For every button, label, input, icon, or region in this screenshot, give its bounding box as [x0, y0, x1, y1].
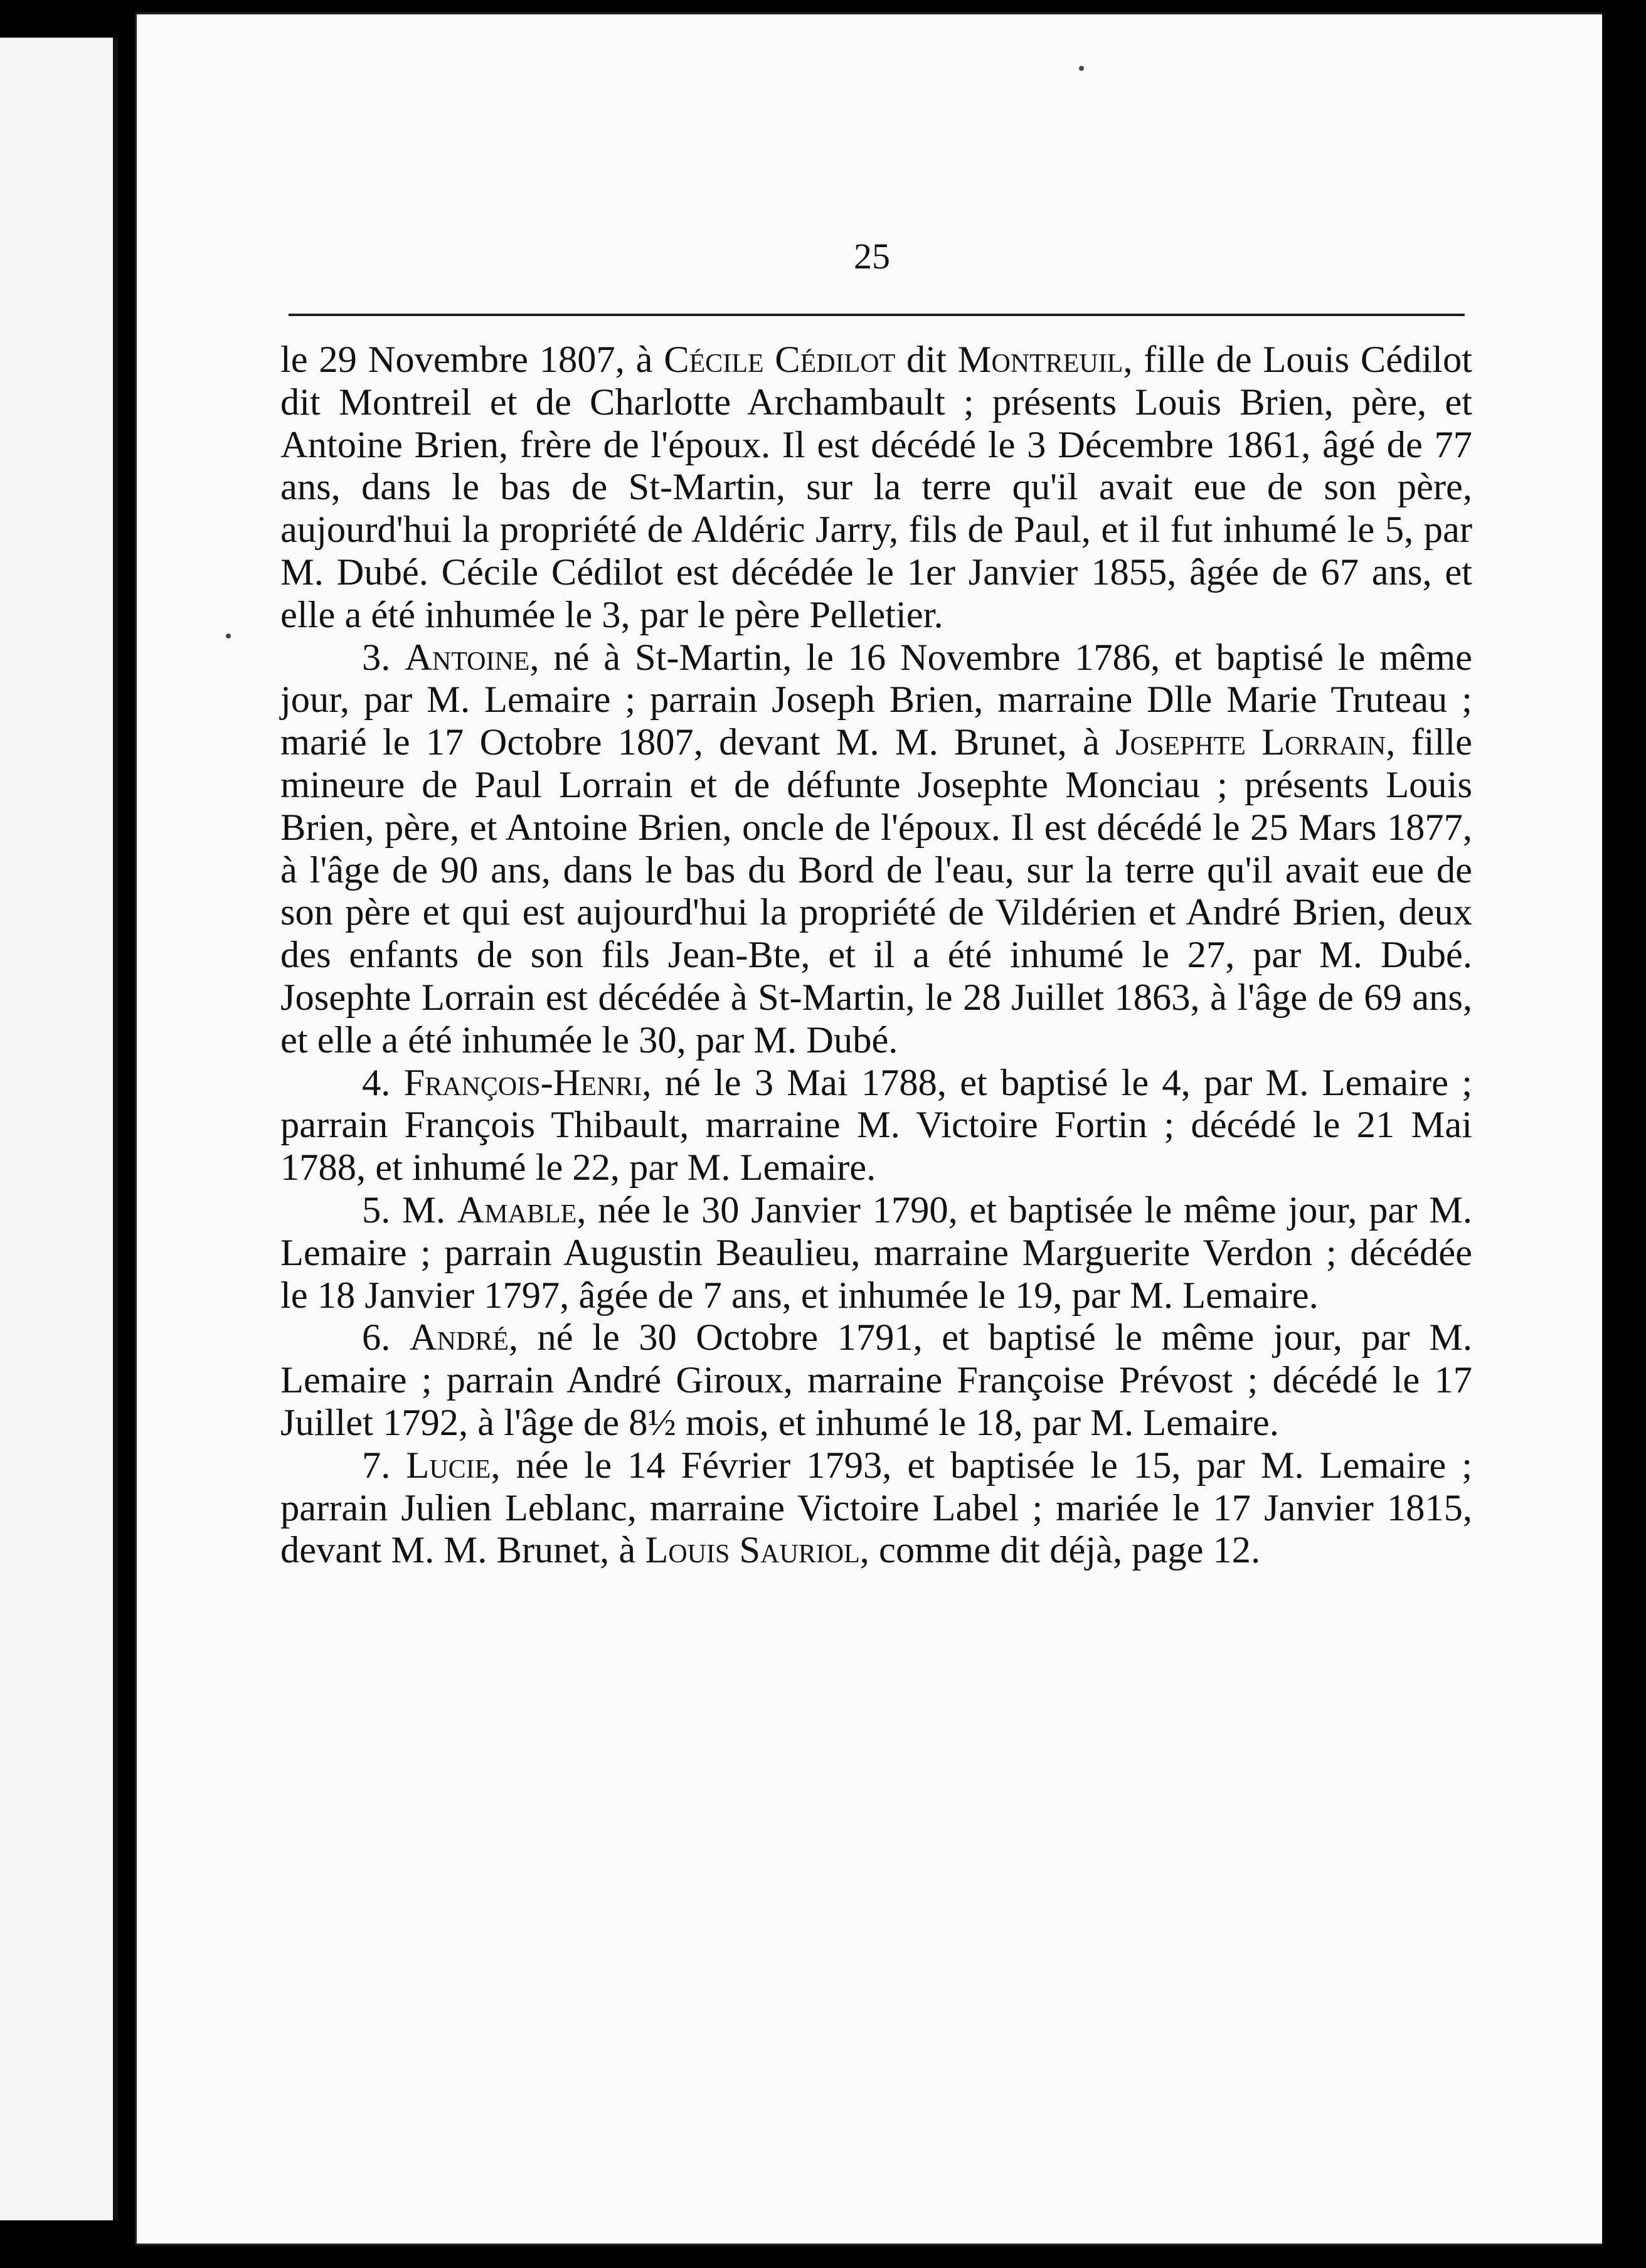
text-run: 5. M.	[362, 1189, 457, 1231]
text-run: , fille de Louis Cédilot dit Montreil et de Charlotte Archambault ; présents Louis Brien, père, et Antoine Brien, frère de l'époux. Il est décédé le 3 Décembre 1861, âgé de 77 ans, dans le bas de St-Martin, sur la terre qu'il avait eue de son père, aujourd'hui la propriété de Aldéric Jarry, fils de Paul, et il fut inhumé le 5, par M. Dubé. Cécile Cédilot est décédée le 1er Janvier 1855, âgée de 67 ans, et elle a été inhumée le 3, par le père Pelletier.	[280, 339, 1473, 636]
small-caps-name: Montreuil	[957, 339, 1123, 381]
small-caps-name: Cécile Cédilot	[664, 339, 896, 381]
text-run: , comme dit déjà, page 12.	[859, 1529, 1261, 1572]
small-caps-name: François-Henri	[403, 1061, 642, 1104]
text-run: le 29 Novembre 1807, à	[280, 339, 664, 381]
text-run: , né à St-Martin, le 16 Novembre 1786, et baptisé le même jour, par M. Lemaire ; parrain Joseph Brien, marraine Dlle Marie Truteau ; marié le 17 Octobre 1807, devant M. M. Brunet, à	[280, 636, 1473, 764]
page-number: 25	[854, 236, 890, 277]
text-run: , né le 3 Mai 1788, et baptisé le 4, par M. Lemaire ; parrain François Thibault, marraine M. Victoire Fortin ; décédé le 21 Mai 1788, et inhumé le 22, par M. Lemaire.	[280, 1061, 1473, 1189]
paragraph	[280, 1189, 1472, 1317]
small-caps-name: Josephte Lorrain	[1115, 721, 1386, 764]
text-run: , née le 14 Février 1793, et baptisée le 15, par M. Lemaire ; parrain Julien Leblanc, marraine Victoire Label ; mariée le 17 Janvier 1815, devant M. M. Brunet, à	[280, 1444, 1473, 1572]
text-run: 7.	[362, 1444, 406, 1486]
paragraph	[280, 1317, 1472, 1444]
header-rule	[289, 314, 1465, 316]
text-run: , né le 30 Octobre 1791, et baptisé le même jour, par M. Lemaire ; parrain André Giroux, marraine Françoise Prévost ; décédé le 17 Juillet 1792, à l'âge de 8½ mois, et inhumé le 18, par M. Lemaire.	[280, 1317, 1472, 1444]
small-caps-name: Antoine	[405, 636, 530, 679]
book-page	[135, 13, 1609, 2245]
paragraph	[280, 1062, 1472, 1189]
scan-speck	[226, 633, 231, 639]
paragraph	[280, 637, 1472, 1062]
text-run: dit	[895, 339, 958, 381]
text-run: 3.	[362, 636, 405, 679]
page-body-text	[280, 339, 1472, 1572]
small-caps-name: Lucie	[406, 1444, 491, 1486]
text-run: , née le 30 Janvier 1790, et baptisée le même jour, par M. Lemaire ; parrain Augustin Beaulieu, marraine Marguerite Verdon ; décédée le 18 Janvier 1797, âgée de 7 ans, et inhumée le 19, par M. Lemaire.	[280, 1189, 1472, 1317]
paragraph	[280, 339, 1472, 637]
text-run: 6.	[362, 1317, 410, 1359]
paragraph	[280, 1444, 1472, 1572]
scan-right-border	[1602, 0, 1646, 2268]
facing-page-edge	[0, 38, 118, 2220]
small-caps-name: Louis Sauriol	[645, 1529, 860, 1572]
text-run: , fille mineure de Paul Lorrain et de défunte Josephte Monciau ; présents Louis Brien, père, et Antoine Brien, oncle de l'époux. Il est décédé le 25 Mars 1877, à l'âge de 90 ans, dans le bas du Bord de l'eau, sur la terre qu'il avait eue de son père et qui est aujourd'hui la propriété de Vildérien et André Brien, deux des enfants de son fils Jean-Bte, et il a été inhumé le 27, par M. Dubé. Josephte Lorrain est décédée à St-Martin, le 28 Juillet 1863, à l'âge de 69 ans, et elle a été inhumée le 30, par M. Dubé.	[280, 721, 1472, 1061]
text-run: 4.	[362, 1061, 404, 1104]
scan-speck	[1079, 66, 1084, 71]
small-caps-name: Amable	[457, 1189, 577, 1231]
small-caps-name: André	[409, 1317, 509, 1359]
